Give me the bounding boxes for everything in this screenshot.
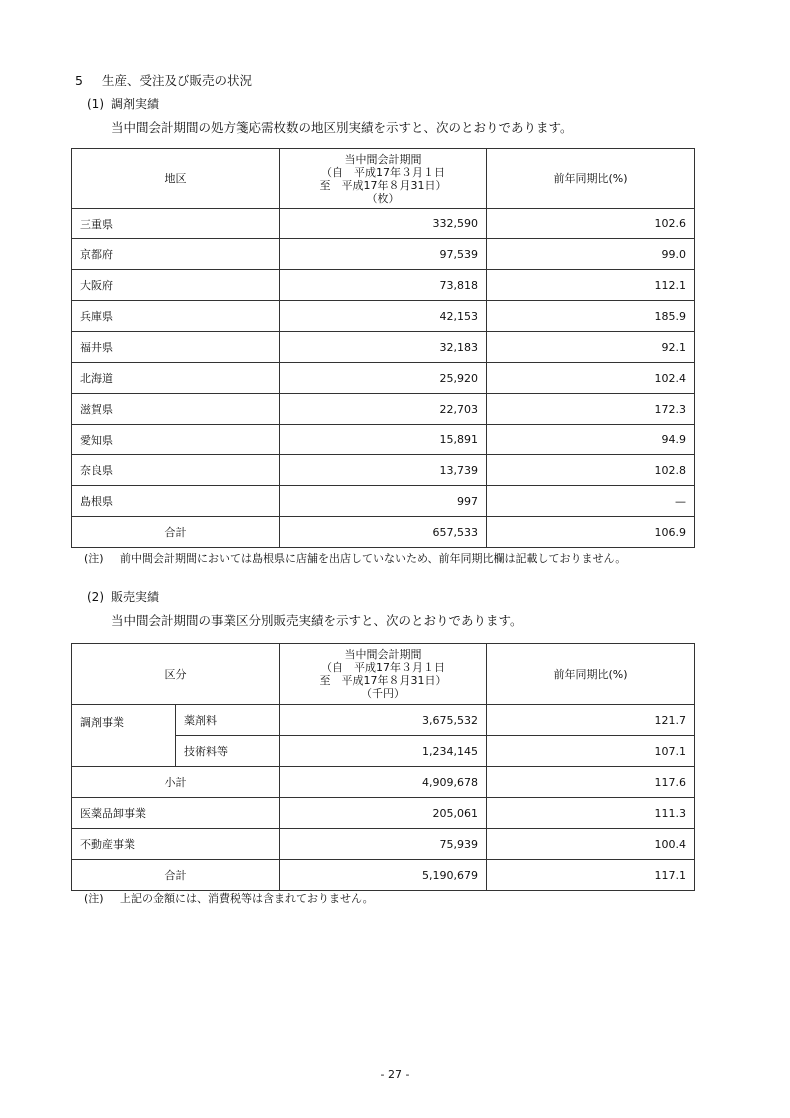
subsection-1-heading — [87, 95, 159, 112]
header-period-unit: （千円） — [361, 687, 405, 700]
cell-total-value: 5,190,679 — [280, 860, 487, 891]
cell-yoy: — — [487, 486, 695, 517]
subsection-1-number: (1) — [87, 97, 104, 111]
table-row — [72, 455, 695, 486]
cell-dispensing-segment: 調剤事業 — [72, 705, 176, 767]
table-row — [72, 425, 695, 455]
cell-value: 32,183 — [280, 332, 487, 363]
note-tag: (注) — [84, 892, 104, 905]
cell-yoy: 102.8 — [487, 455, 695, 486]
cell-segment: 医薬品卸事業 — [72, 798, 280, 829]
cell-region: 滋賀県 — [72, 394, 280, 425]
cell-value: 1,234,145 — [280, 736, 487, 767]
subsection-1-note — [84, 550, 626, 566]
cell-region: 京都府 — [72, 239, 280, 270]
subsection-2-number: (2) — [87, 590, 104, 604]
cell-yoy: 102.4 — [487, 363, 695, 394]
cell-value: 73,818 — [280, 270, 487, 301]
subsection-2-lead: 当中間会計期間の事業区分別販売実績を示すと、次のとおりであります。 — [111, 613, 523, 628]
table-total-row — [72, 517, 695, 548]
table-row — [72, 270, 695, 301]
subsection-2-title: 販売実績 — [111, 590, 160, 604]
subsection-1-title: 調剤実績 — [111, 97, 160, 111]
cell-value: 3,675,532 — [280, 705, 487, 736]
table-row — [72, 394, 695, 425]
cell-item: 技術料等 — [176, 736, 280, 767]
section-number: 5 — [75, 73, 83, 88]
cell-value: 75,939 — [280, 829, 487, 860]
cell-region: 兵庫県 — [72, 301, 280, 332]
table-row — [72, 239, 695, 270]
header-region: 地区 — [72, 149, 280, 209]
table-row — [72, 705, 695, 736]
table-subtotal-row — [72, 767, 695, 798]
cell-region: 島根県 — [72, 486, 280, 517]
header-period-unit: （枚） — [366, 191, 400, 205]
cell-region: 北海道 — [72, 363, 280, 394]
table-header-row — [72, 644, 695, 705]
cell-segment: 不動産事業 — [72, 829, 280, 860]
header-period-title: 当中間会計期間 — [344, 648, 422, 661]
cell-yoy: 99.0 — [487, 239, 695, 270]
page-number: - 27 - — [380, 1068, 410, 1081]
cell-region: 福井県 — [72, 332, 280, 363]
table-total-row — [72, 860, 695, 891]
note-text: 上記の金額には、消費税等は含まれておりません。 — [120, 892, 374, 905]
header-segment: 区分 — [72, 644, 280, 705]
cell-value: 205,061 — [280, 798, 487, 829]
cell-value: 22,703 — [280, 394, 487, 425]
subsection-1-lead: 当中間会計期間の処方箋応需枚数の地区別実績を示すと、次のとおりであります。 — [111, 120, 573, 135]
cell-yoy: 112.1 — [487, 270, 695, 301]
header-period — [280, 644, 487, 705]
cell-total-yoy: 117.1 — [487, 860, 695, 891]
cell-total-label: 合計 — [72, 517, 280, 548]
cell-yoy: 102.6 — [487, 209, 695, 239]
cell-yoy: 172.3 — [487, 394, 695, 425]
cell-yoy: 185.9 — [487, 301, 695, 332]
cell-yoy: 94.9 — [487, 425, 695, 455]
header-period-to: 至 平成17年８月31日） — [319, 674, 447, 687]
cell-subtotal-value: 4,909,678 — [280, 767, 487, 798]
table-row — [72, 798, 695, 829]
table-row — [72, 829, 695, 860]
cell-subtotal-label: 小計 — [72, 767, 280, 798]
header-period-from: （自 平成17年３月１日 — [321, 165, 445, 179]
cell-total-value: 657,533 — [280, 517, 487, 548]
cell-value: 42,153 — [280, 301, 487, 332]
cell-yoy: 111.3 — [487, 798, 695, 829]
header-period-to: 至 平成17年８月31日） — [319, 178, 447, 192]
dispensing-by-region-table — [71, 148, 695, 548]
cell-region: 奈良県 — [72, 455, 280, 486]
table-row — [72, 486, 695, 517]
table-row — [72, 332, 695, 363]
header-yoy: 前年同期比(%) — [487, 149, 695, 209]
header-period-from: （自 平成17年３月１日 — [321, 661, 445, 674]
note-text: 前中間会計期間においては島根県に店舗を出店していないため、前年同期比欄は記載しておりません。 — [120, 552, 627, 565]
cell-value: 13,739 — [280, 455, 487, 486]
cell-value: 97,539 — [280, 239, 487, 270]
cell-value: 25,920 — [280, 363, 487, 394]
cell-item: 薬剤料 — [176, 705, 280, 736]
cell-region: 愛知県 — [72, 425, 280, 455]
note-tag: (注) — [84, 552, 104, 565]
header-period-title: 当中間会計期間 — [344, 152, 422, 166]
cell-subtotal-yoy: 117.6 — [487, 767, 695, 798]
table-row — [72, 209, 695, 239]
cell-region: 三重県 — [72, 209, 280, 239]
cell-yoy: 100.4 — [487, 829, 695, 860]
table-header-row — [72, 149, 695, 209]
section-heading — [75, 71, 252, 89]
subsection-2-heading — [87, 588, 159, 605]
subsection-2-note — [84, 890, 374, 906]
sales-by-segment-table — [71, 643, 695, 891]
cell-yoy: 121.7 — [487, 705, 695, 736]
header-yoy: 前年同期比(%) — [487, 644, 695, 705]
section-title: 生産、受注及び販売の状況 — [102, 73, 253, 88]
cell-total-label: 合計 — [72, 860, 280, 891]
table-row — [72, 363, 695, 394]
cell-yoy: 107.1 — [487, 736, 695, 767]
cell-value: 15,891 — [280, 425, 487, 455]
header-period — [280, 149, 487, 209]
cell-yoy: 92.1 — [487, 332, 695, 363]
cell-value: 332,590 — [280, 209, 487, 239]
cell-total-yoy: 106.9 — [487, 517, 695, 548]
cell-value: 997 — [280, 486, 487, 517]
table-row — [72, 301, 695, 332]
cell-region: 大阪府 — [72, 270, 280, 301]
